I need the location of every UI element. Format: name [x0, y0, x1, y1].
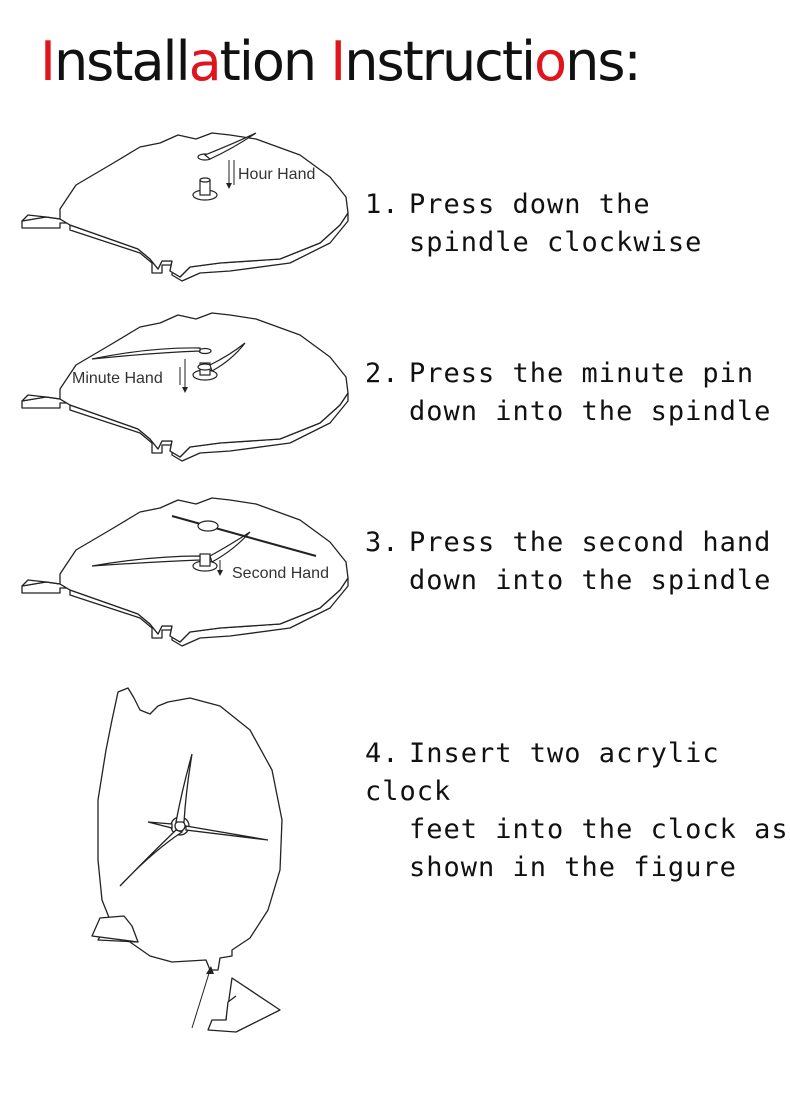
figure-step-1	[0, 125, 370, 305]
step-number: 1.	[365, 189, 400, 220]
clock-diagram-second	[0, 490, 370, 670]
step-text-line: spindle clockwise	[409, 227, 703, 258]
clock-foot-right	[208, 978, 280, 1032]
title-part: o	[534, 30, 566, 93]
step-2	[365, 355, 771, 431]
step-1	[365, 186, 702, 262]
minute-hand-label: Minute Hand	[72, 370, 163, 387]
title-part: ns:	[565, 30, 640, 93]
step-number: 2.	[365, 358, 400, 389]
figure-step-3	[0, 490, 370, 670]
title-part: I	[40, 30, 54, 93]
step-text-line: shown in the figure	[409, 852, 737, 883]
step-4	[365, 735, 790, 887]
title-part: a	[188, 30, 220, 93]
clock-diagram-hour	[0, 125, 370, 305]
step-number: 4.	[365, 738, 400, 769]
step-text-line: down into the spindle	[409, 396, 772, 427]
step-3	[365, 524, 771, 600]
step-text-line: Press down the	[409, 189, 651, 220]
figure-step-2	[0, 305, 370, 485]
step-number: 3.	[365, 527, 400, 558]
step-text-line: feet into the clock as	[409, 814, 789, 845]
title-part: nstall	[53, 30, 189, 93]
title-part: tion	[219, 30, 331, 93]
clock-diagram-standing	[0, 680, 370, 1060]
clock-diagram-minute	[0, 305, 370, 485]
step-text-line: Insert two acrylic clock	[365, 738, 720, 807]
title-part: nstructi	[344, 30, 535, 93]
step-text-line: down into the spindle	[409, 565, 772, 596]
hour-hand-label: Hour Hand	[238, 166, 316, 183]
step-text-line: Press the second hand	[409, 527, 772, 558]
figure-step-4	[0, 680, 370, 1060]
title-part: I	[330, 30, 345, 93]
page-title	[40, 22, 640, 102]
second-hand-label: Second Hand	[232, 565, 329, 582]
step-text-line: Press the minute pin	[409, 358, 755, 389]
